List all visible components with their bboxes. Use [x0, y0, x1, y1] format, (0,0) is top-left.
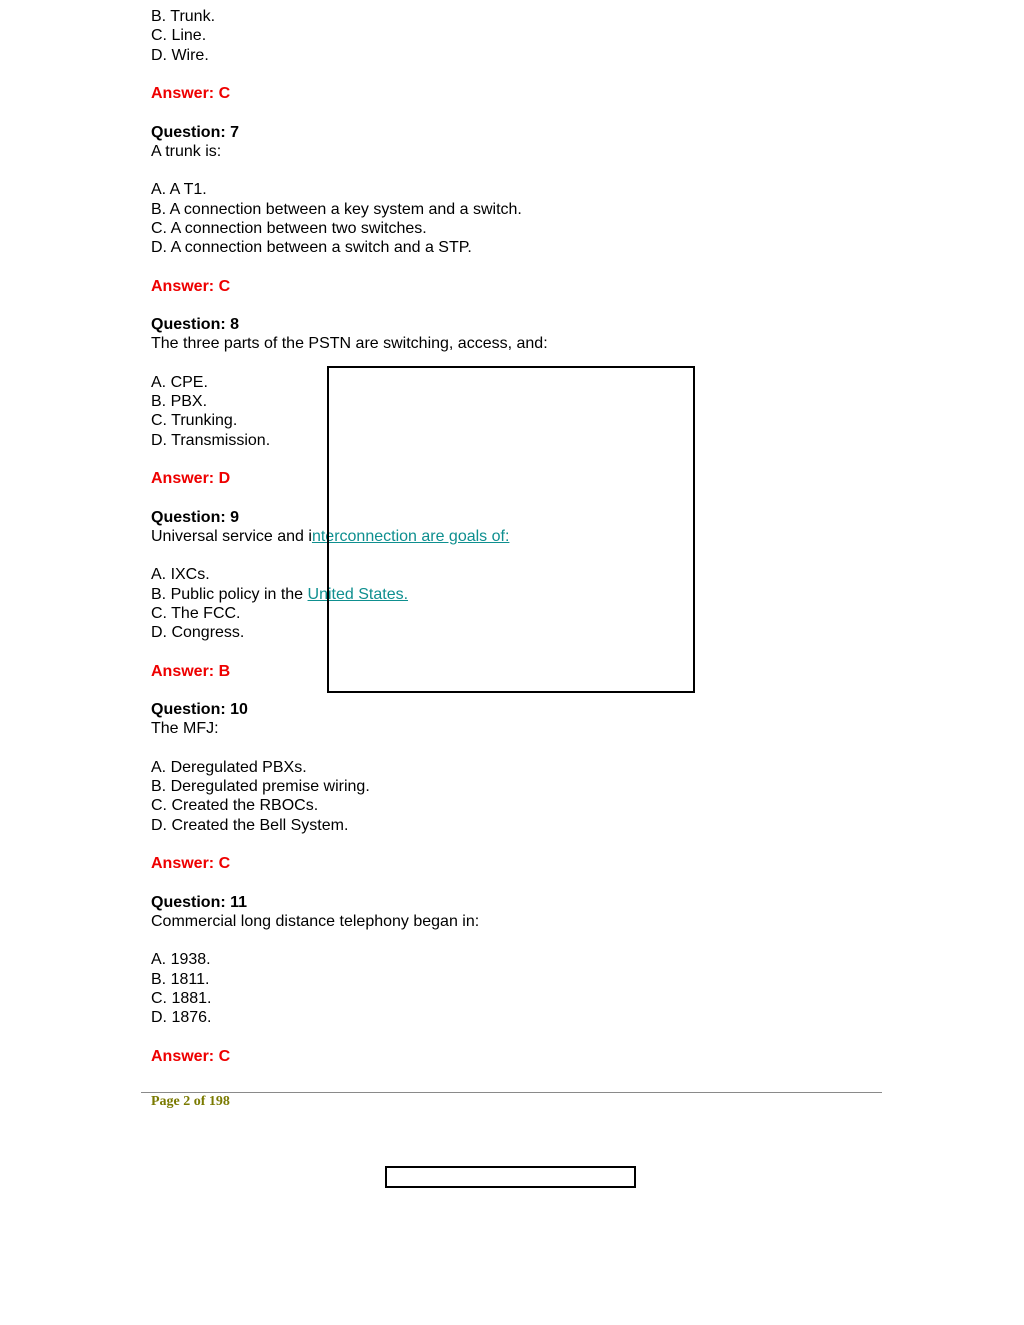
answer-label: Answer: C — [151, 85, 231, 102]
option-a: A. CPE. — [151, 373, 208, 391]
option-c: C. The FCC. — [151, 604, 241, 622]
question-heading: Question: 11 — [151, 893, 248, 911]
option-d: D. A connection between a switch and a STP. — [151, 239, 472, 256]
question-heading: Question: 8 — [151, 316, 240, 333]
option-b: B. Deregulated premise wiring. — [151, 778, 370, 795]
page-number: Page 2 of 198 — [151, 1094, 230, 1109]
option-c: C. Trunking. — [151, 412, 238, 430]
option-a: A. IXCs. — [151, 566, 210, 584]
answer-label: Answer: C — [151, 1047, 231, 1065]
answer-label: Answer: C — [151, 855, 231, 872]
answer-label: Answer: B — [151, 662, 231, 680]
question-prompt: A trunk is: — [151, 142, 222, 160]
answer-label: Answer: C — [151, 277, 231, 295]
option-d: D. Transmission. — [151, 431, 271, 449]
option-d: D. Wire. — [151, 46, 209, 64]
answer-label: Answer: D — [151, 470, 231, 487]
option-a: A. A T1. — [151, 181, 207, 199]
united-states-link[interactable]: United States. — [307, 585, 409, 603]
overlay-frame — [327, 366, 695, 693]
option-b: B. 1811. — [151, 970, 210, 988]
footer-divider — [141, 1092, 882, 1093]
option-a: A. 1938. — [151, 951, 211, 969]
option-c: C. A connection between two switches. — [151, 219, 427, 237]
option-d: D. Created the Bell System. — [151, 816, 349, 834]
empty-form-box — [385, 1166, 636, 1188]
question-prompt: The three parts of the PSTN are switching, access, and: — [151, 335, 548, 353]
option-b-text: B. Public policy in the — [151, 585, 308, 603]
option-c: C. 1881. — [151, 989, 212, 1007]
prompt-link[interactable]: nterconnection are goals of: — [311, 527, 510, 545]
option-d: D. 1876. — [151, 1009, 212, 1026]
question-heading: Question: 10 — [151, 701, 248, 718]
option-d: D. Congress. — [151, 624, 245, 641]
option-c: C. Line. — [151, 27, 207, 45]
question-heading: Question: 9 — [151, 508, 240, 526]
option-b: B. A connection between a key system and a switch. — [151, 200, 522, 218]
question-prompt: Commercial long distance telephony began in: — [151, 912, 480, 930]
prompt-text: Universal service and i — [151, 527, 312, 545]
option-b: B. PBX. — [151, 393, 208, 410]
question-prompt: The MFJ: — [151, 720, 219, 738]
question-heading: Question: 7 — [151, 123, 240, 141]
option-c: C. Created the RBOCs. — [151, 797, 319, 815]
option-a: A. Deregulated PBXs. — [151, 758, 307, 776]
option-b: B. Trunk. — [151, 8, 216, 25]
